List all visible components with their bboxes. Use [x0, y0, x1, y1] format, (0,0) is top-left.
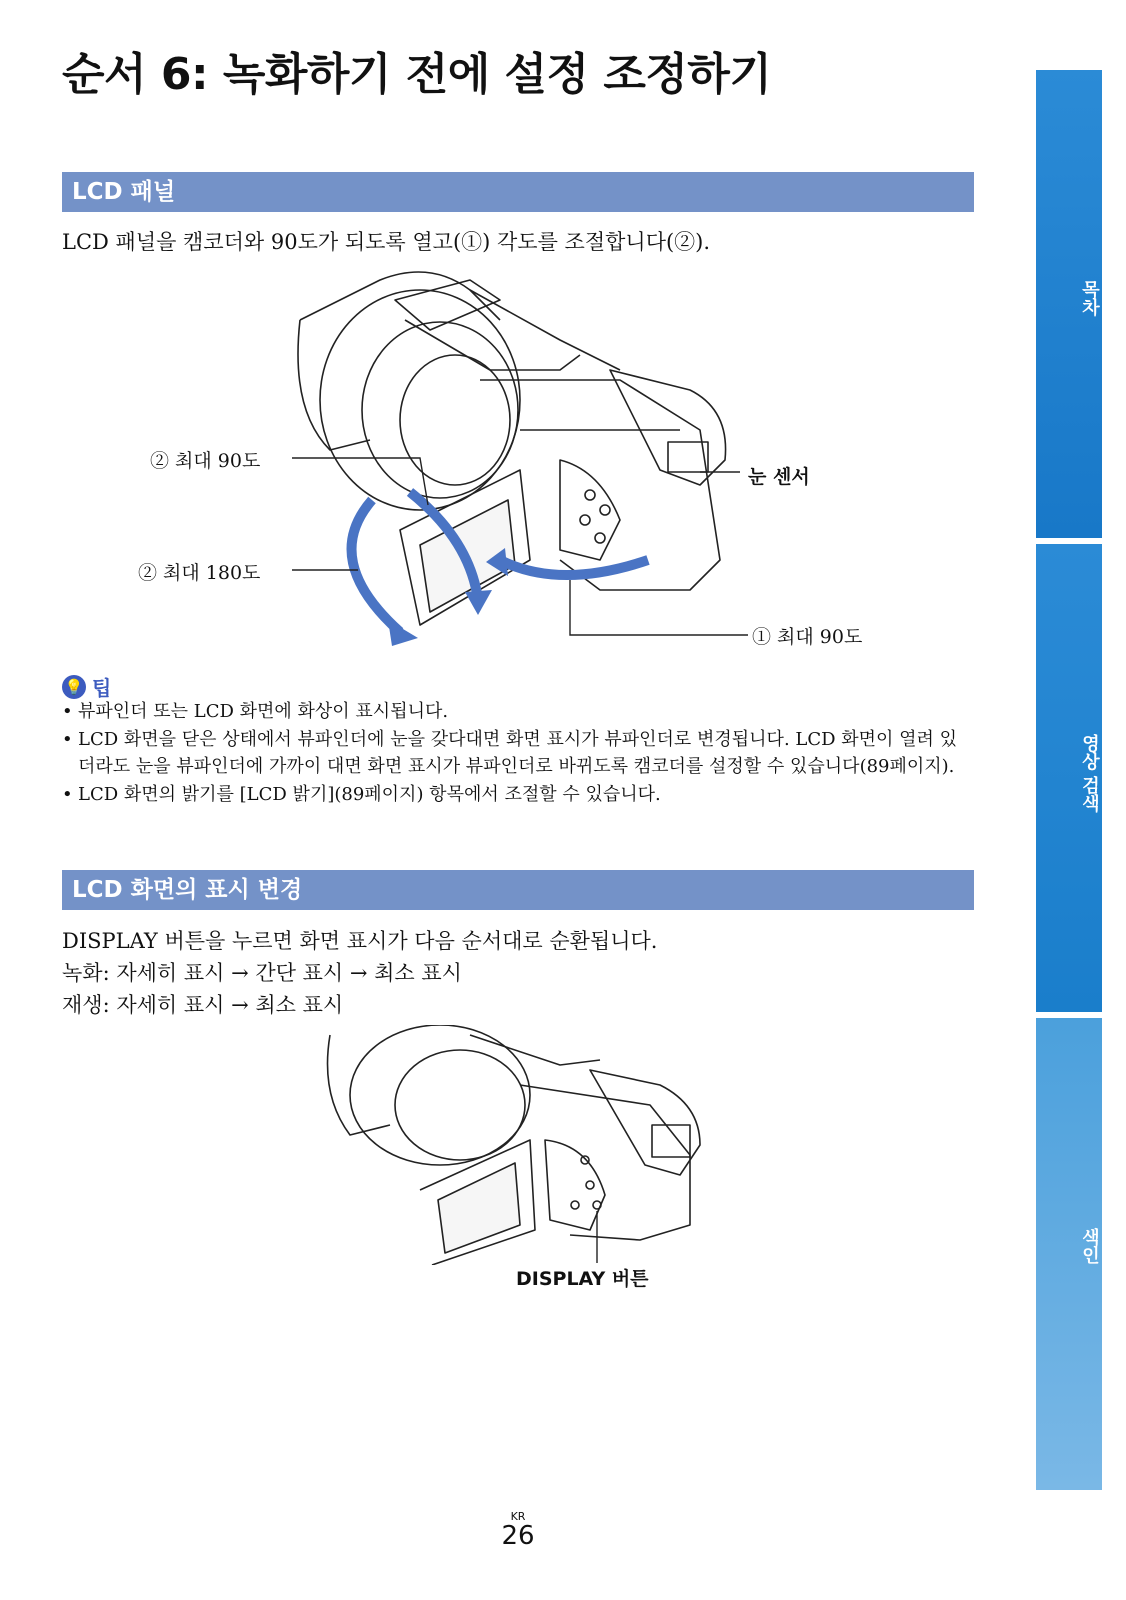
section2-line1: DISPLAY 버튼을 누르면 화면 표시가 다음 순서대로 순환됩니다. [62, 929, 658, 953]
tip-header [62, 672, 111, 701]
section-heading-lcd-panel: LCD 패널 [62, 172, 974, 212]
page-title: 순서 6: 녹화하기 전에 설정 조정하기 [62, 49, 772, 100]
display-button-dot [593, 1201, 601, 1209]
tip-item: • LCD 화면을 닫은 상태에서 뷰파인더에 눈을 갖다대면 화면 표시가 뷰파인더로 변경됩니다. LCD 화면이 열려 있더라도 눈을 뷰파인더에 가까이 대면 화면 표시가 뷰파인더로 바뀌도록 캠코더를 설정할 수 있습니다(89페이지). [62, 726, 962, 781]
tip-item: • 뷰파인더 또는 LCD 화면에 화상이 표시됩니다. [62, 698, 962, 726]
label-eye-sensor: 눈 센서 [748, 466, 810, 488]
tab-index[interactable] [1036, 1018, 1102, 1490]
label-rotate-180: ② 최대 180도 [138, 562, 261, 584]
section-heading-display-change: LCD 화면의 표시 변경 [62, 870, 974, 910]
camcorder-display-diagram [0, 1025, 1000, 1265]
tip-item: • LCD 화면의 밝기를 [LCD 밝기](89페이지) 항목에서 조절할 수 있습니다. [62, 781, 962, 809]
camcorder2-outline [328, 1025, 701, 1265]
section1-intro: LCD 패널을 캠코더와 90도가 되도록 열고(①) 각도를 조절합니다(②). [62, 230, 711, 254]
label-tilt-90: ② 최대 90도 [150, 450, 261, 472]
tip-list [62, 698, 962, 808]
lightbulb-icon: 💡 [62, 675, 86, 699]
tip-label: 팁 [92, 676, 112, 700]
camcorder-outline [298, 272, 726, 625]
section2-line3: 재생: 자세히 표시 → 최소 표시 [62, 993, 344, 1017]
label-open-90: ① 최대 90도 [752, 626, 863, 648]
label-display-button: DISPLAY 버튼 [516, 1268, 649, 1290]
tab-index-label: 색인 [1079, 1228, 1100, 1264]
section2-line2: 녹화: 자세히 표시 → 간단 표시 → 최소 표시 [62, 961, 462, 985]
tab-image-search-label: 영상 검색 [1079, 734, 1100, 813]
page-number-value: 26 [501, 1521, 535, 1551]
rotate-arrow [352, 500, 400, 632]
open-arrow [500, 560, 648, 575]
tab-image-search[interactable] [1036, 544, 1102, 1012]
tab-contents[interactable] [1036, 70, 1102, 538]
leader-lines [292, 458, 748, 635]
tilt-arrow-head [465, 590, 492, 615]
lang-code: KR [510, 1510, 526, 1523]
page-number [498, 1510, 538, 1549]
sidebar-nav [1036, 70, 1102, 1490]
rotate-arrow-head [388, 620, 418, 646]
tab-contents-label: 목차 [1079, 280, 1100, 316]
